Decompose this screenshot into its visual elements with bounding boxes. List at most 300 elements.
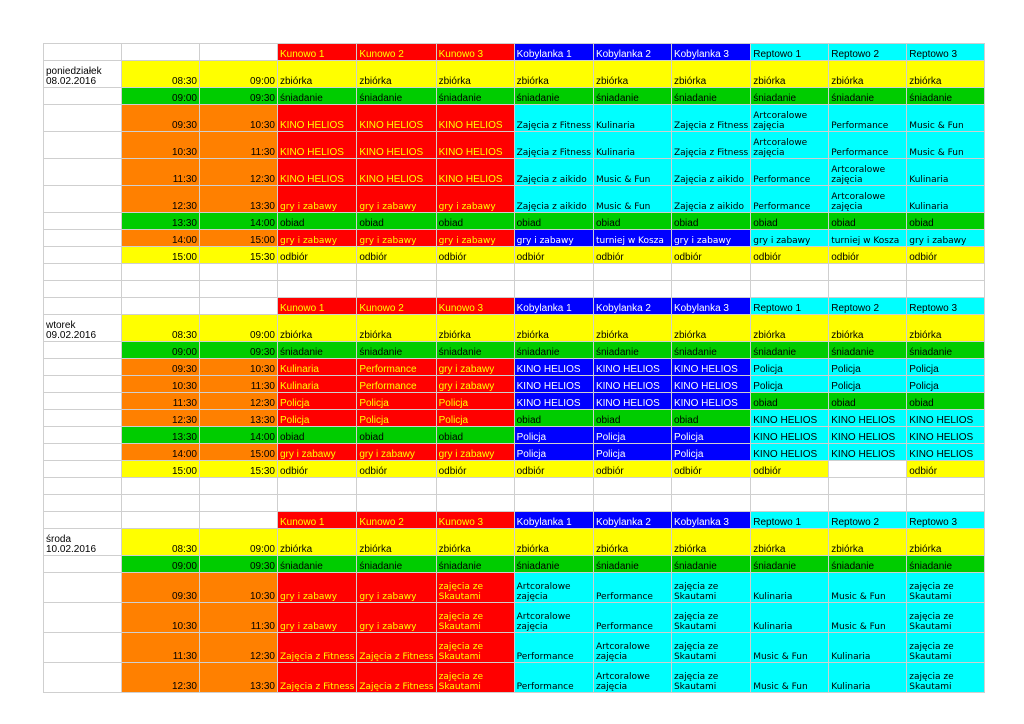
blank-cell[interactable] [122,281,200,298]
group-header-cell[interactable]: Kunowo 3 [436,44,514,61]
blank-cell[interactable] [436,264,514,281]
activity-cell[interactable]: odbiór [436,247,514,264]
blank-cell[interactable] [44,159,122,186]
blank-cell[interactable] [436,478,514,495]
activity-cell[interactable]: KINO HELIOS [357,105,436,132]
time-from-cell[interactable]: 11:30 [122,393,200,410]
group-header-cell[interactable]: Kunowo 3 [436,512,514,529]
blank-cell[interactable] [44,556,122,573]
activity-cell[interactable]: śniadanie [436,556,514,573]
activity-cell[interactable]: obiad [671,213,750,230]
activity-cell[interactable]: zbiórka [357,61,436,88]
activity-cell[interactable]: Policja [907,359,985,376]
activity-cell[interactable]: odbiór [357,247,436,264]
activity-cell[interactable]: zbiórka [751,529,829,556]
header-blank-cell[interactable] [122,44,200,61]
time-to-cell[interactable]: 09:30 [200,342,278,359]
activity-cell[interactable]: zajęcia ze Skautami [436,573,514,603]
activity-cell[interactable]: śniadanie [751,342,829,359]
activity-cell[interactable]: Policja [278,393,357,410]
activity-cell[interactable]: gry i zabawy [436,444,514,461]
activity-cell[interactable]: obiad [278,213,357,230]
activity-cell[interactable]: KINO HELIOS [907,427,985,444]
activity-cell[interactable]: zajęcia ze Skautami [907,663,985,693]
activity-cell[interactable]: obiad [357,213,436,230]
activity-cell[interactable] [829,461,907,478]
activity-cell[interactable]: Policja [593,444,671,461]
activity-cell[interactable]: Artcoralowe zajęcia [829,159,907,186]
time-to-cell[interactable]: 13:30 [200,186,278,213]
activity-cell[interactable]: zajęcia ze Skautami [436,603,514,633]
header-blank-cell[interactable] [200,298,278,315]
blank-cell[interactable] [829,495,907,512]
blank-cell[interactable] [593,478,671,495]
activity-cell[interactable]: obiad [357,427,436,444]
activity-cell[interactable]: Zajęcia z Fitness [357,663,436,693]
activity-cell[interactable]: Artcoralowe zajęcia [751,132,829,159]
activity-cell[interactable]: turniej w Kosza [593,230,671,247]
activity-cell[interactable]: obiad [751,213,829,230]
activity-cell[interactable]: śniadanie [751,556,829,573]
day-label[interactable] [44,529,122,556]
activity-cell[interactable]: Music & Fun [751,663,829,693]
blank-cell[interactable] [671,495,750,512]
activity-cell[interactable]: gry i zabawy [357,603,436,633]
group-header-cell[interactable]: Kunowo 1 [278,44,357,61]
activity-cell[interactable]: KINO HELIOS [436,105,514,132]
activity-cell[interactable]: Performance [829,105,907,132]
activity-cell[interactable]: zbiórka [829,529,907,556]
activity-cell[interactable]: KINO HELIOS [278,159,357,186]
activity-cell[interactable]: śniadanie [907,88,985,105]
blank-cell[interactable] [357,281,436,298]
activity-cell[interactable]: KINO HELIOS [514,393,593,410]
activity-cell[interactable]: Performance [829,132,907,159]
activity-cell[interactable]: obiad [514,410,593,427]
time-to-cell[interactable]: 09:00 [200,61,278,88]
activity-cell[interactable]: zbiórka [514,315,593,342]
activity-cell[interactable]: Policja [514,427,593,444]
time-to-cell[interactable]: 10:30 [200,105,278,132]
time-from-cell[interactable]: 15:00 [122,461,200,478]
blank-cell[interactable] [357,478,436,495]
blank-cell[interactable] [44,633,122,663]
blank-cell[interactable] [278,281,357,298]
activity-cell[interactable]: zajęcia ze Skautami [671,663,750,693]
activity-cell[interactable]: Performance [593,603,671,633]
activity-cell[interactable]: gry i zabawy [357,230,436,247]
activity-cell[interactable]: KINO HELIOS [436,159,514,186]
blank-cell[interactable] [357,264,436,281]
time-to-cell[interactable]: 10:30 [200,359,278,376]
activity-cell[interactable]: obiad [907,393,985,410]
activity-cell[interactable]: Kulinaria [907,186,985,213]
activity-cell[interactable]: zbiórka [593,61,671,88]
activity-cell[interactable]: KINO HELIOS [357,132,436,159]
time-from-cell[interactable]: 14:00 [122,230,200,247]
activity-cell[interactable]: gry i zabawy [278,230,357,247]
activity-cell[interactable]: KINO HELIOS [278,105,357,132]
group-header-cell[interactable]: Kunowo 3 [436,298,514,315]
blank-cell[interactable] [44,376,122,393]
blank-cell[interactable] [514,495,593,512]
activity-cell[interactable]: zbiórka [829,315,907,342]
activity-cell[interactable]: śniadanie [357,556,436,573]
activity-cell[interactable]: Artcoralowe zajęcia [514,573,593,603]
activity-cell[interactable]: zajęcia ze Skautami [671,633,750,663]
activity-cell[interactable]: zajęcia ze Skautami [671,603,750,633]
time-from-cell[interactable]: 09:00 [122,342,200,359]
blank-cell[interactable] [278,495,357,512]
time-from-cell[interactable]: 09:30 [122,359,200,376]
activity-cell[interactable]: Zajęcia z aikido [671,186,750,213]
activity-cell[interactable]: obiad [436,213,514,230]
blank-cell[interactable] [122,478,200,495]
activity-cell[interactable]: KINO HELIOS [751,427,829,444]
activity-cell[interactable]: zbiórka [436,61,514,88]
activity-cell[interactable]: zbiórka [278,315,357,342]
activity-cell[interactable]: odbiór [751,247,829,264]
activity-cell[interactable]: Zajęcia z Fitness [671,132,750,159]
activity-cell[interactable]: KINO HELIOS [907,444,985,461]
blank-cell[interactable] [278,478,357,495]
blank-cell[interactable] [200,264,278,281]
activity-cell[interactable]: śniadanie [907,342,985,359]
blank-cell[interactable] [593,495,671,512]
time-from-cell[interactable]: 10:30 [122,376,200,393]
activity-cell[interactable]: turniej w Kosza [829,230,907,247]
time-from-cell[interactable]: 15:00 [122,247,200,264]
time-to-cell[interactable]: 13:30 [200,410,278,427]
blank-cell[interactable] [44,393,122,410]
blank-cell[interactable] [44,573,122,603]
activity-cell[interactable]: odbiór [751,461,829,478]
activity-cell[interactable]: gry i zabawy [278,573,357,603]
time-to-cell[interactable]: 12:30 [200,159,278,186]
time-to-cell[interactable]: 11:30 [200,132,278,159]
time-from-cell[interactable]: 14:00 [122,444,200,461]
group-header-cell[interactable]: Kobylanka 2 [593,44,671,61]
activity-cell[interactable]: zbiórka [751,315,829,342]
activity-cell[interactable]: Performance [357,376,436,393]
activity-cell[interactable]: Zajęcia z Fitness [278,663,357,693]
blank-cell[interactable] [44,264,122,281]
activity-cell[interactable]: KINO HELIOS [593,376,671,393]
activity-cell[interactable]: Artcoralowe zajęcia [593,633,671,663]
blank-cell[interactable] [829,281,907,298]
blank-cell[interactable] [907,495,985,512]
blank-cell[interactable] [829,264,907,281]
activity-cell[interactable]: odbiór [436,461,514,478]
activity-cell[interactable]: zbiórka [357,315,436,342]
activity-cell[interactable]: Artcoralowe zajęcia [514,603,593,633]
activity-cell[interactable]: śniadanie [514,556,593,573]
group-header-cell[interactable]: Reptowo 3 [907,44,985,61]
time-from-cell[interactable]: 13:30 [122,213,200,230]
activity-cell[interactable]: zbiórka [357,529,436,556]
activity-cell[interactable]: zbiórka [829,61,907,88]
activity-cell[interactable]: obiad [593,410,671,427]
activity-cell[interactable]: Zajęcia z Fitness [514,105,593,132]
time-to-cell[interactable]: 15:00 [200,444,278,461]
activity-cell[interactable]: gry i zabawy [436,376,514,393]
activity-cell[interactable]: Kulinaria [593,105,671,132]
group-header-cell[interactable]: Reptowo 1 [751,512,829,529]
activity-cell[interactable]: Policja [829,376,907,393]
activity-cell[interactable]: Policja [436,393,514,410]
activity-cell[interactable]: zbiórka [671,61,750,88]
time-from-cell[interactable]: 09:30 [122,105,200,132]
activity-cell[interactable]: zbiórka [514,529,593,556]
activity-cell[interactable]: Policja [671,427,750,444]
group-header-cell[interactable]: Reptowo 3 [907,512,985,529]
group-header-cell[interactable]: Kunowo 1 [278,298,357,315]
blank-cell[interactable] [751,495,829,512]
activity-cell[interactable]: odbiór [514,461,593,478]
activity-cell[interactable]: odbiór [593,461,671,478]
time-from-cell[interactable]: 11:30 [122,159,200,186]
activity-cell[interactable]: Music & Fun [593,186,671,213]
blank-cell[interactable] [44,478,122,495]
time-to-cell[interactable]: 09:00 [200,529,278,556]
activity-cell[interactable]: Policja [751,376,829,393]
activity-cell[interactable]: zajęcia ze Skautami [436,663,514,693]
activity-cell[interactable]: Music & Fun [593,159,671,186]
activity-cell[interactable]: zbiórka [671,315,750,342]
activity-cell[interactable]: Zajęcia z aikido [514,186,593,213]
time-from-cell[interactable]: 12:30 [122,186,200,213]
activity-cell[interactable]: gry i zabawy [751,230,829,247]
activity-cell[interactable]: śniadanie [751,88,829,105]
blank-cell[interactable] [44,663,122,693]
group-header-cell[interactable]: Kobylanka 1 [514,298,593,315]
activity-cell[interactable]: śniadanie [671,88,750,105]
time-from-cell[interactable]: 08:30 [122,315,200,342]
activity-cell[interactable]: Performance [514,633,593,663]
activity-cell[interactable]: odbiór [907,461,985,478]
blank-cell[interactable] [907,264,985,281]
activity-cell[interactable]: obiad [514,213,593,230]
activity-cell[interactable]: śniadanie [357,88,436,105]
blank-cell[interactable] [436,495,514,512]
activity-cell[interactable]: odbiór [671,247,750,264]
group-header-cell[interactable]: Reptowo 2 [829,298,907,315]
blank-cell[interactable] [907,478,985,495]
activity-cell[interactable]: gry i zabawy [436,186,514,213]
group-header-cell[interactable]: Reptowo 2 [829,44,907,61]
time-from-cell[interactable]: 12:30 [122,410,200,427]
activity-cell[interactable]: śniadanie [829,342,907,359]
activity-cell[interactable]: śniadanie [829,556,907,573]
group-header-cell[interactable]: Reptowo 1 [751,44,829,61]
blank-cell[interactable] [593,264,671,281]
group-header-cell[interactable]: Kunowo 1 [278,512,357,529]
activity-cell[interactable]: śniadanie [436,342,514,359]
day-label[interactable] [44,61,122,88]
activity-cell[interactable]: śniadanie [593,556,671,573]
activity-cell[interactable]: obiad [829,393,907,410]
activity-cell[interactable]: śniadanie [593,88,671,105]
activity-cell[interactable]: Kulinaria [278,359,357,376]
group-header-cell[interactable]: Reptowo 2 [829,512,907,529]
activity-cell[interactable]: gry i zabawy [357,573,436,603]
activity-cell[interactable]: śniadanie [278,556,357,573]
header-blank-cell[interactable] [44,298,122,315]
activity-cell[interactable]: obiad [436,427,514,444]
activity-cell[interactable]: KINO HELIOS [829,444,907,461]
time-from-cell[interactable]: 10:30 [122,132,200,159]
activity-cell[interactable]: śniadanie [907,556,985,573]
activity-cell[interactable]: zbiórka [436,529,514,556]
activity-cell[interactable]: KINO HELIOS [593,393,671,410]
blank-cell[interactable] [593,281,671,298]
blank-cell[interactable] [44,427,122,444]
activity-cell[interactable]: KINO HELIOS [278,132,357,159]
activity-cell[interactable]: KINO HELIOS [671,393,750,410]
activity-cell[interactable]: odbiór [514,247,593,264]
blank-cell[interactable] [671,478,750,495]
activity-cell[interactable]: Zajęcia z Fitness [514,132,593,159]
activity-cell[interactable]: zbiórka [593,529,671,556]
blank-cell[interactable] [44,213,122,230]
activity-cell[interactable]: odbiór [829,247,907,264]
blank-cell[interactable] [44,247,122,264]
group-header-cell[interactable]: Kobylanka 2 [593,512,671,529]
activity-cell[interactable]: gry i zabawy [357,444,436,461]
activity-cell[interactable]: KINO HELIOS [514,376,593,393]
time-to-cell[interactable]: 11:30 [200,603,278,633]
activity-cell[interactable]: śniadanie [671,342,750,359]
activity-cell[interactable]: obiad [907,213,985,230]
activity-cell[interactable]: KINO HELIOS [829,427,907,444]
activity-cell[interactable]: gry i zabawy [907,230,985,247]
group-header-cell[interactable]: Reptowo 1 [751,298,829,315]
activity-cell[interactable]: Music & Fun [829,603,907,633]
activity-cell[interactable]: KINO HELIOS [907,410,985,427]
activity-cell[interactable]: Policja [751,359,829,376]
header-blank-cell[interactable] [200,44,278,61]
activity-cell[interactable]: KINO HELIOS [751,444,829,461]
activity-cell[interactable]: śniadanie [436,88,514,105]
activity-cell[interactable]: Music & Fun [907,132,985,159]
blank-cell[interactable] [200,478,278,495]
time-to-cell[interactable]: 15:00 [200,230,278,247]
group-header-cell[interactable]: Kobylanka 3 [671,44,750,61]
activity-cell[interactable]: obiad [671,410,750,427]
activity-cell[interactable]: zbiórka [907,61,985,88]
blank-cell[interactable] [514,478,593,495]
activity-cell[interactable]: Performance [751,186,829,213]
blank-cell[interactable] [907,281,985,298]
group-header-cell[interactable]: Kunowo 2 [357,512,436,529]
time-from-cell[interactable]: 08:30 [122,529,200,556]
blank-cell[interactable] [44,359,122,376]
activity-cell[interactable]: Music & Fun [751,633,829,663]
activity-cell[interactable]: śniadanie [593,342,671,359]
blank-cell[interactable] [200,495,278,512]
activity-cell[interactable]: Music & Fun [829,573,907,603]
blank-cell[interactable] [829,478,907,495]
activity-cell[interactable]: gry i zabawy [278,186,357,213]
activity-cell[interactable]: Policja [357,393,436,410]
group-header-cell[interactable]: Kobylanka 1 [514,44,593,61]
activity-cell[interactable]: obiad [829,213,907,230]
group-header-cell[interactable]: Kobylanka 1 [514,512,593,529]
activity-cell[interactable]: Kulinaria [278,376,357,393]
activity-cell[interactable]: Performance [357,359,436,376]
activity-cell[interactable]: zajęcia ze Skautami [671,573,750,603]
activity-cell[interactable]: Artcoralowe zajęcia [593,663,671,693]
activity-cell[interactable]: gry i zabawy [278,603,357,633]
blank-cell[interactable] [200,281,278,298]
activity-cell[interactable]: Kulinaria [751,573,829,603]
blank-cell[interactable] [44,281,122,298]
activity-cell[interactable]: Policja [829,359,907,376]
blank-cell[interactable] [514,281,593,298]
activity-cell[interactable]: zajęcia ze Skautami [907,573,985,603]
blank-cell[interactable] [514,264,593,281]
time-to-cell[interactable]: 13:30 [200,663,278,693]
time-to-cell[interactable]: 09:00 [200,315,278,342]
activity-cell[interactable]: obiad [593,213,671,230]
blank-cell[interactable] [671,264,750,281]
blank-cell[interactable] [751,264,829,281]
blank-cell[interactable] [44,410,122,427]
activity-cell[interactable]: Artcoralowe zajęcia [829,186,907,213]
activity-cell[interactable]: zbiórka [278,529,357,556]
time-to-cell[interactable]: 12:30 [200,633,278,663]
activity-cell[interactable]: zbiórka [751,61,829,88]
activity-cell[interactable]: śniadanie [514,88,593,105]
activity-cell[interactable]: odbiór [907,247,985,264]
activity-cell[interactable]: zbiórka [593,315,671,342]
header-blank-cell[interactable] [44,44,122,61]
time-to-cell[interactable]: 14:00 [200,213,278,230]
header-blank-cell[interactable] [122,298,200,315]
header-blank-cell[interactable] [200,512,278,529]
blank-cell[interactable] [44,132,122,159]
activity-cell[interactable]: śniadanie [357,342,436,359]
activity-cell[interactable]: Policja [593,427,671,444]
activity-cell[interactable]: odbiór [593,247,671,264]
activity-cell[interactable]: śniadanie [671,556,750,573]
time-from-cell[interactable]: 08:30 [122,61,200,88]
time-from-cell[interactable]: 11:30 [122,633,200,663]
time-to-cell[interactable]: 15:30 [200,461,278,478]
blank-cell[interactable] [44,495,122,512]
activity-cell[interactable]: Performance [751,159,829,186]
time-to-cell[interactable]: 11:30 [200,376,278,393]
activity-cell[interactable]: gry i zabawy [514,230,593,247]
activity-cell[interactable]: odbiór [278,247,357,264]
activity-cell[interactable]: KINO HELIOS [436,132,514,159]
activity-cell[interactable]: obiad [278,427,357,444]
blank-cell[interactable] [44,105,122,132]
activity-cell[interactable]: Kulinaria [593,132,671,159]
time-from-cell[interactable]: 12:30 [122,663,200,693]
blank-cell[interactable] [44,461,122,478]
blank-cell[interactable] [671,281,750,298]
blank-cell[interactable] [44,88,122,105]
group-header-cell[interactable]: Kunowo 2 [357,298,436,315]
group-header-cell[interactable]: Kobylanka 2 [593,298,671,315]
activity-cell[interactable]: gry i zabawy [278,444,357,461]
activity-cell[interactable]: Zajęcia z aikido [514,159,593,186]
time-from-cell[interactable]: 10:30 [122,603,200,633]
activity-cell[interactable]: zbiórka [907,529,985,556]
time-from-cell[interactable]: 09:30 [122,573,200,603]
time-to-cell[interactable]: 09:30 [200,88,278,105]
